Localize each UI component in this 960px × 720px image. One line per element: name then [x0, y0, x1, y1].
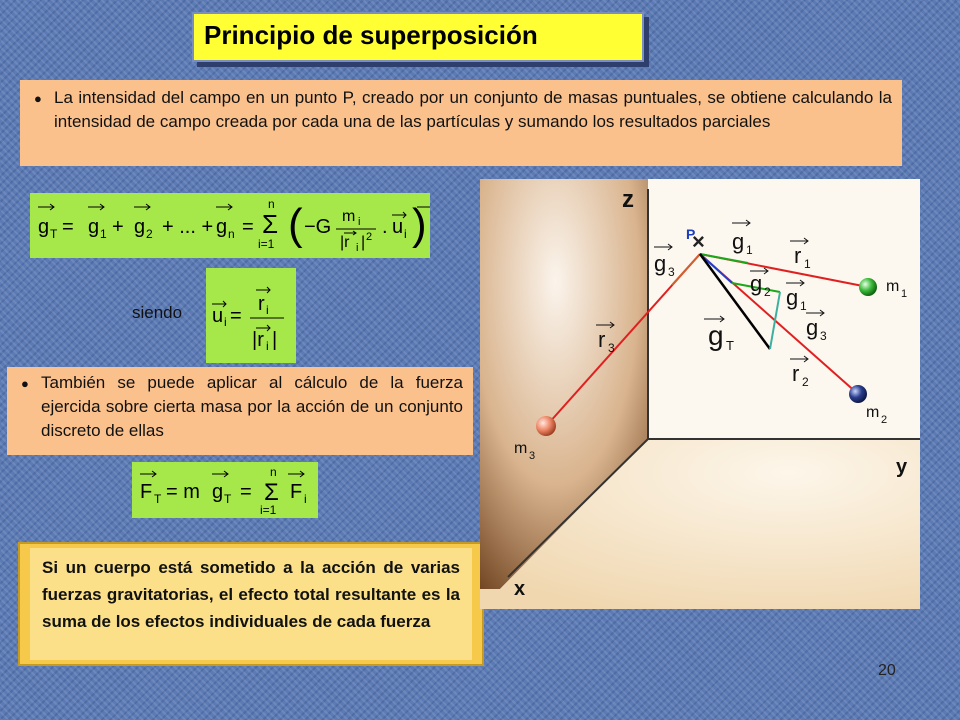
svg-text:i: i [224, 315, 227, 329]
g2-label: g [750, 271, 763, 296]
r3-label: r [598, 327, 606, 352]
svg-text:|r: |r [252, 329, 264, 351]
force-formula [132, 462, 318, 518]
svg-text:n: n [228, 227, 235, 241]
g3-translated-label: g [806, 315, 819, 340]
r2-label: r [792, 361, 800, 386]
svg-text:i=1: i=1 [258, 237, 275, 251]
svg-text:g: g [216, 216, 228, 238]
g3-label: g [654, 251, 667, 276]
g1-label: g [732, 229, 745, 254]
intro-text-box [20, 80, 902, 166]
superposition-diagram [480, 179, 920, 609]
gT-subscript: T [726, 338, 734, 353]
gT-label: g [708, 320, 724, 351]
axis-y-label: y [896, 456, 908, 478]
m2-label: m [866, 404, 880, 421]
svg-text:u: u [392, 216, 404, 238]
m2-subscript: 2 [881, 414, 888, 426]
svg-text:g: g [134, 216, 146, 238]
bullet-icon: ● [34, 91, 42, 106]
r3-subscript: 3 [608, 341, 615, 355]
siendo-label: siendo [132, 303, 183, 322]
g1-subscript: 1 [746, 243, 753, 257]
superposition-formula [30, 193, 430, 258]
svg-text:n: n [268, 197, 275, 211]
svg-text:i: i [266, 303, 269, 317]
svg-text:=: = [242, 216, 254, 238]
m1-subscript: 1 [901, 288, 908, 300]
svg-text:i: i [356, 242, 359, 254]
r2-subscript: 2 [802, 375, 809, 389]
unit-vector-formula [206, 268, 296, 363]
svg-text:i: i [266, 339, 269, 353]
svg-text:r: r [258, 293, 265, 315]
diagram-svg [480, 179, 920, 609]
svg-text:2: 2 [146, 227, 153, 241]
slide-title-text: Principio de superposición [204, 20, 538, 50]
m3-label: m [514, 440, 528, 457]
svg-text:i: i [304, 492, 307, 506]
svg-text:F: F [140, 481, 153, 503]
svg-text:T: T [154, 492, 162, 506]
unit-vector-formula-svg [206, 268, 296, 363]
svg-text:T: T [224, 492, 232, 506]
svg-text:|: | [361, 234, 366, 251]
g3-subscript: 3 [668, 265, 675, 279]
svg-text:2: 2 [366, 231, 373, 243]
svg-text:u: u [212, 305, 224, 327]
svg-text:= m: = m [166, 481, 200, 503]
conclusion-box [30, 548, 472, 660]
right-wall-shading [648, 179, 920, 439]
svg-text:−G: −G [304, 216, 332, 238]
m3-subscript: 3 [529, 450, 536, 462]
g3-translated-subscript: 3 [820, 329, 827, 343]
force-text: También se puede aplicar al cálculo de la fuerza ejercida sobre cierta masa por la acción de un conjunto discreto de ellas [41, 373, 463, 440]
svg-text:m: m [342, 208, 356, 225]
conclusion-text: Si un cuerpo está sometido a la acción de varias fuerzas gravitatorias, el efecto total resultante es la suma de los efectos individuales de cada fuerza [42, 558, 460, 631]
mass-m2 [849, 385, 867, 403]
svg-text:): ) [412, 200, 427, 249]
m1-label: m [886, 278, 900, 295]
svg-text:i: i [404, 227, 407, 241]
svg-text:(: ( [288, 200, 303, 249]
svg-text:g: g [212, 481, 224, 503]
bullet-icon: ● [21, 376, 29, 391]
slide-title [192, 12, 644, 62]
g1-translated-label: g [786, 285, 799, 310]
point-p-label: P [686, 226, 696, 242]
force-formula-svg [132, 462, 318, 518]
axis-x-label: x [514, 578, 526, 600]
axis-z-label: z [622, 186, 634, 213]
svg-text:|r: |r [340, 234, 350, 251]
svg-text:i=1: i=1 [260, 503, 277, 517]
point-p-marker: × [692, 229, 705, 254]
intro-text: La intensidad del campo en un punto P, creado por un conjunto de masas puntuales, se obtiene calculando la intensidad de campo creada por cada una de las partículas y sumando los resultados parciales [54, 88, 892, 131]
mass-m3 [536, 416, 556, 436]
svg-text:n: n [270, 465, 277, 479]
svg-text:+ ... +: + ... + [162, 216, 214, 238]
svg-text:=: = [230, 305, 242, 327]
svg-text:|: | [272, 329, 278, 351]
svg-text:g: g [88, 216, 100, 238]
svg-text:Σ: Σ [262, 209, 279, 239]
r1-subscript: 1 [804, 257, 811, 271]
superposition-formula-svg [30, 193, 430, 258]
svg-text:i: i [358, 216, 361, 228]
svg-text:+: + [112, 216, 124, 238]
svg-text:F: F [290, 481, 303, 503]
svg-text:1: 1 [100, 227, 107, 241]
svg-text:T: T [50, 227, 58, 241]
svg-text:=: = [240, 481, 252, 503]
svg-text:.: . [382, 216, 388, 238]
mass-m1 [859, 278, 877, 296]
g1-translated-subscript: 1 [800, 299, 807, 313]
svg-text:=: = [62, 216, 74, 238]
page-number: 20 [878, 662, 896, 679]
svg-text:Σ: Σ [264, 479, 279, 506]
r1-label: r [794, 243, 802, 268]
force-text-box [7, 367, 473, 455]
g2-subscript: 2 [764, 285, 771, 299]
svg-text:g: g [38, 216, 50, 238]
